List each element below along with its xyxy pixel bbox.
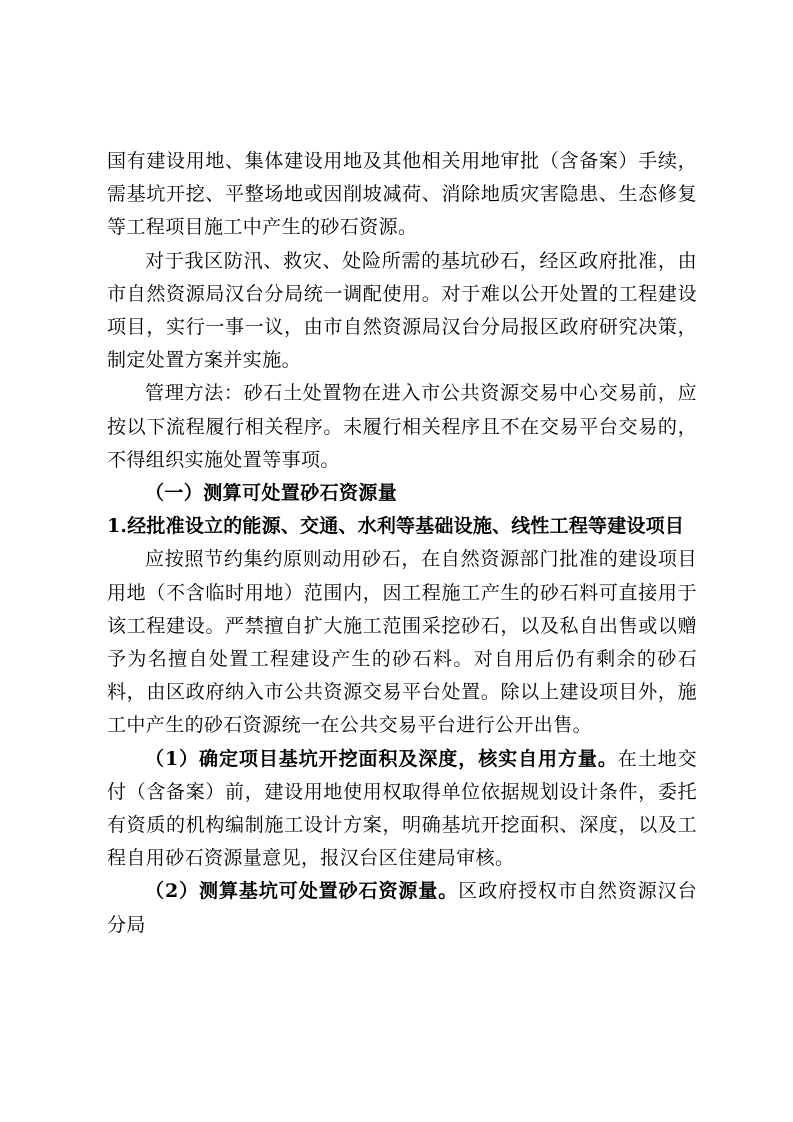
- paragraph-item-2: [107, 875, 697, 941]
- item-1-body: 在土地交付（含备案）前，建设用地使用权取得单位依据规划设计条件，委托有资质的机构编制施工设计方案，明确基坑开挖面积、深度，以及工程自用砂石资源量意见，报汉台区住建局审核。: [107, 747, 697, 870]
- subsection-heading-projects: 1.经批准设立的能源、交通、水利等基础设施、线性工程等建设项目: [107, 515, 685, 538]
- paragraph-management-method: 管理方法：砂石土处置物在进入市公共资源交易中心交易前，应按以下流程履行相关程序。未履行相关程序且不在交易平台交易的，不得组织实施处置等事项。: [107, 382, 697, 471]
- paragraph-item-1: [107, 743, 697, 876]
- item-1-title: （1）确定项目基坑开挖面积及深度，核实自用方量。: [145, 747, 618, 770]
- document-body: [107, 145, 697, 942]
- item-2-title: （2）测算基坑可处置砂石资源量。: [145, 880, 459, 903]
- section-heading-calculate: （一）测算可处置砂石资源量: [145, 482, 398, 505]
- paragraph-land-approval: 国有建设用地、集体建设用地及其他相关用地审批（含备案）手续，需基坑开挖、平整场地或因削坡减荷、消除地质灾害隐患、生态修复等工程项目施工中产生的砂石资源。: [107, 150, 697, 239]
- item-2-body: 区政府授权市自然资源汉台分局: [107, 880, 697, 936]
- paragraph-flood-relief: 对于我区防汛、救灾、处险所需的基坑砂石，经区政府批准，由市自然资源局汉台分局统一调配使用。对于难以公开处置的工程建设项目，实行一事一议，由市自然资源局汉台分局报区政府研究决策，制定处置方案并实施。: [107, 249, 697, 372]
- paragraph-sand-usage: 应按照节约集约原则动用砂石，在自然资源部门批准的建设项目用地（不含临时用地）范围内，因工程施工产生的砂石料可直接用于该工程建设。严禁擅自扩大施工范围采挖砂石，以及私自出售或以赠予为名擅自处置工程建设产生的砂石料。对自用后仍有剩余的砂石料，由区政府纳入市公共资源交易平台处置。除以上建设项目外，施工中产生的砂石资源统一在公共交易平台进行公开出售。: [107, 548, 697, 737]
